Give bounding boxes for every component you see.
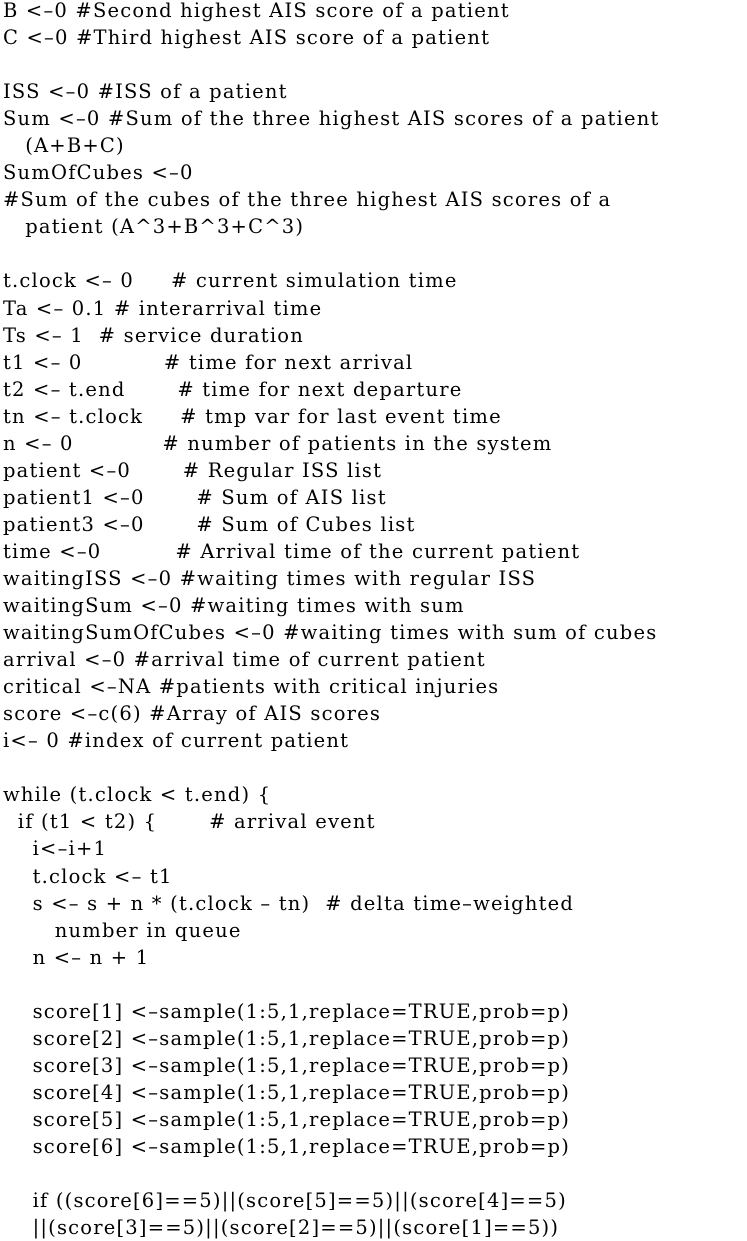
- code-line: while (t.clock < t.end) {: [3, 783, 272, 807]
- code-line: Sum <–0 #Sum of the three highest AIS scores of a patient: [3, 107, 660, 131]
- code-listing: [3, 0, 747, 1241]
- code-line: score[5] <–sample(1:5,1,replace=TRUE,prob=p): [3, 1107, 571, 1131]
- code-line: score[4] <–sample(1:5,1,replace=TRUE,prob=p): [3, 1080, 571, 1104]
- code-line: if ((score[6]==5)||(score[5]==5)||(score[4]==5): [3, 1189, 567, 1213]
- code-line: patient (A^3+B^3+C^3): [3, 215, 305, 239]
- code-line: t.clock <– 0 # current simulation time: [3, 269, 458, 293]
- code-line: score[3] <–sample(1:5,1,replace=TRUE,prob=p): [3, 1053, 571, 1077]
- code-line: ISS <–0 #ISS of a patient: [3, 80, 288, 104]
- code-line: [3, 1160, 747, 1187]
- code-line: waitingISS <–0 #waiting times with regular ISS: [3, 566, 537, 590]
- code-line: score <–c(6) #Array of AIS scores: [3, 702, 382, 726]
- code-line: [3, 51, 747, 78]
- code-line: time <–0 # Arrival time of the current patient: [3, 539, 581, 563]
- code-line: t.clock <– t1: [3, 864, 173, 888]
- code-line: #Sum of the cubes of the three highest AIS scores of a: [3, 188, 612, 212]
- code-line: i<– 0 #index of current patient: [3, 729, 350, 753]
- code-line: B <–0 #Second highest AIS score of a patient: [3, 0, 510, 22]
- code-line: (A+B+C): [3, 134, 125, 158]
- code-line: tn <– t.clock # tmp var for last event time: [3, 404, 502, 428]
- code-line: C <–0 #Third highest AIS score of a patient: [3, 26, 491, 50]
- code-line: Ta <– 0.1 # interarrival time: [3, 296, 323, 320]
- code-line: critical <–NA #patients with critical injuries: [3, 675, 500, 699]
- code-line: if (t1 < t2) { # arrival event: [3, 810, 376, 834]
- code-line: patient3 <–0 # Sum of Cubes list: [3, 512, 416, 536]
- code-line: t2 <– t.end # time for next departure: [3, 377, 463, 401]
- code-line: number in queue: [3, 918, 242, 942]
- code-line: waitingSum <–0 #waiting times with sum: [3, 594, 465, 618]
- code-line: s <– s + n * (t.clock – tn) # delta time–weighted: [3, 891, 575, 915]
- code-line: patient <–0 # Regular ISS list: [3, 458, 383, 482]
- code-line: SumOfCubes <–0: [3, 161, 194, 185]
- code-line: [3, 971, 747, 998]
- code-line: score[2] <–sample(1:5,1,replace=TRUE,prob=p): [3, 1026, 571, 1050]
- code-line: arrival <–0 #arrival time of current patient: [3, 648, 486, 672]
- code-line: i<–i+1: [3, 837, 108, 861]
- code-line: n <– n + 1: [3, 945, 150, 969]
- code-line: score[1] <–sample(1:5,1,replace=TRUE,prob=p): [3, 999, 571, 1023]
- code-line: Ts <– 1 # service duration: [3, 323, 304, 347]
- code-line: ||(score[3]==5)||(score[2]==5)||(score[1]==5)): [3, 1216, 560, 1240]
- code-line: waitingSumOfCubes <–0 #waiting times with sum of cubes: [3, 621, 658, 645]
- code-line: [3, 240, 747, 267]
- code-line: score[6] <–sample(1:5,1,replace=TRUE,prob=p): [3, 1134, 571, 1158]
- code-line: patient1 <–0 # Sum of AIS list: [3, 485, 387, 509]
- code-line: n <– 0 # number of patients in the system: [3, 431, 553, 455]
- code-line: t1 <– 0 # time for next arrival: [3, 350, 414, 374]
- code-line: [3, 754, 747, 781]
